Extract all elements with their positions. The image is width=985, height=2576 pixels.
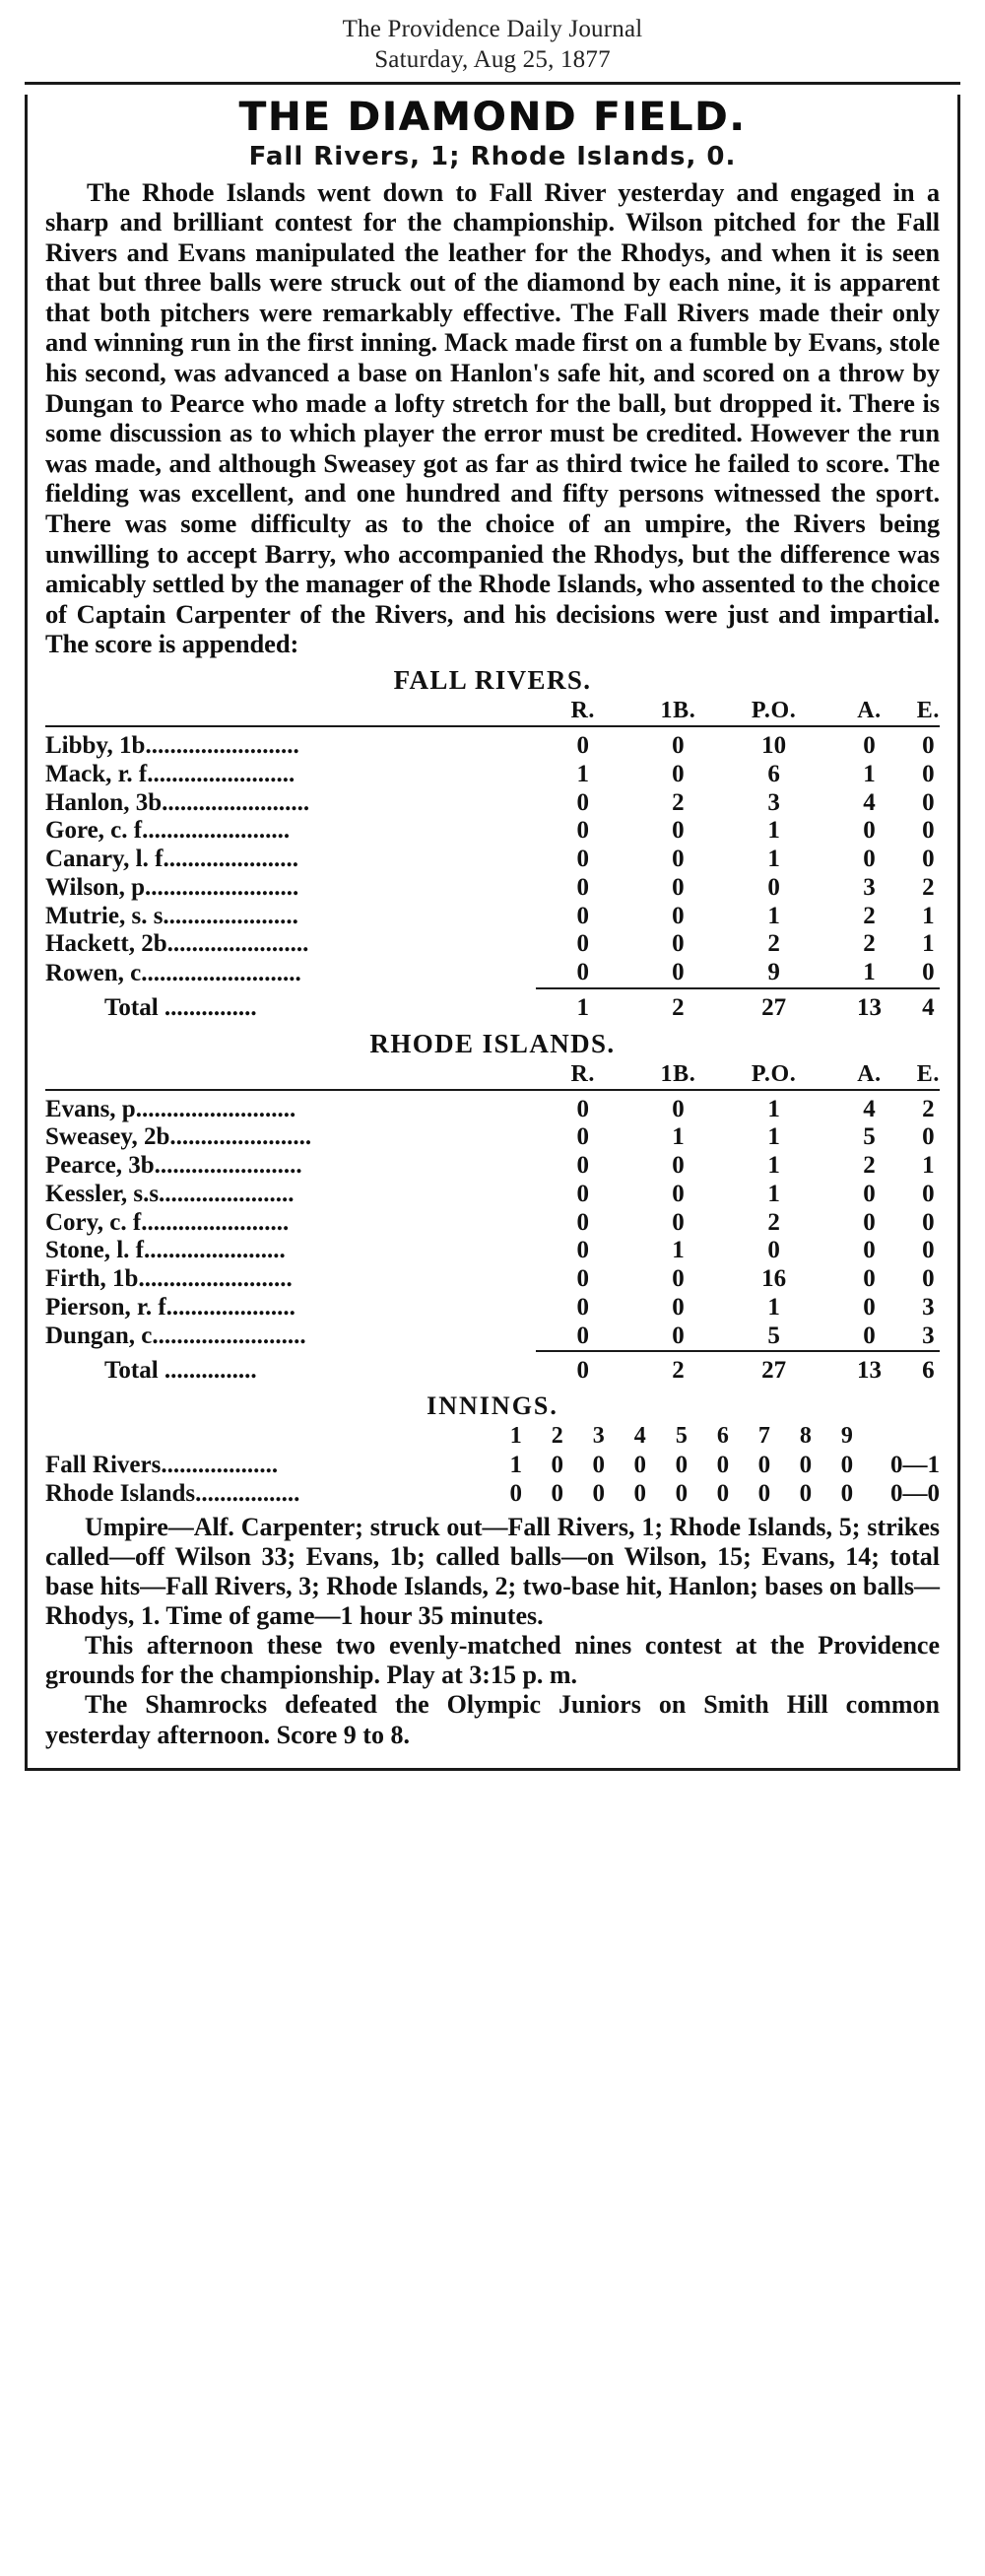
stat-cell: 4 (863, 1095, 876, 1122)
stat-cell: 1 (767, 1180, 780, 1207)
stat-cell: 10 (761, 732, 787, 759)
boxscore-column-header: P.O. (751, 698, 797, 723)
stat-cell: 0 (672, 1152, 685, 1179)
innings-table (45, 1421, 940, 1509)
stat-cell: 5 (767, 1322, 780, 1349)
stat-cell: 2 (767, 1208, 780, 1236)
stat-cell: 0 (672, 873, 685, 901)
inning-number: 1 (509, 1422, 522, 1449)
stat-cell: 1 (767, 1152, 780, 1179)
inning-score: 0 (633, 1480, 647, 1507)
stat-cell: 1 (922, 1152, 935, 1179)
inning-score: 1 (509, 1451, 522, 1478)
inning-score: 0 (757, 1480, 771, 1507)
player-name: Wilson, p......................... (45, 873, 299, 901)
stat-cell: 0 (576, 1123, 590, 1151)
total-label: Total ............... (104, 993, 257, 1021)
stat-cell: 2 (922, 873, 935, 901)
article-notes (45, 1513, 940, 1750)
stat-cell: 9 (767, 959, 780, 985)
stat-cell: 0 (576, 930, 589, 958)
inning-score: 0 (799, 1451, 813, 1478)
stat-cell: 0 (922, 1265, 935, 1292)
stat-cell: 0 (576, 1180, 590, 1207)
player-name: Sweasey, 2b....................... (45, 1123, 312, 1151)
stat-cell: 0 (922, 1123, 935, 1151)
stat-cell: 0 (922, 1237, 935, 1264)
stat-cell: 0 (672, 1180, 685, 1207)
player-name: Rowen, c.......................... (45, 959, 301, 986)
boxscore-column-header: A. (857, 698, 882, 723)
stat-cell: 1 (767, 1123, 780, 1151)
boxscore-table-1 (45, 1061, 940, 1387)
stat-cell: 2 (767, 930, 780, 958)
table-row (45, 959, 940, 988)
stat-cell: 0 (576, 788, 589, 816)
boxscore-column-header: A. (857, 1060, 882, 1087)
player-name: Pierson, r. f..................... (45, 1293, 296, 1321)
stat-cell: 0 (576, 846, 589, 872)
stat-cell: 6 (767, 760, 780, 787)
inning-score: 0 (675, 1451, 689, 1478)
inning-number: 3 (592, 1422, 605, 1449)
stat-cell: 0 (863, 1265, 876, 1292)
stat-cell: 3 (922, 1293, 935, 1321)
note-shamrocks: The Shamrocks defeated the Olympic Juniors on Smith Hill common yesterday afternoon. Score 9 to 8. (45, 1690, 940, 1749)
boxscore-column-header: R. (570, 698, 595, 723)
inning-score: 0 (592, 1480, 606, 1507)
stat-cell: 0 (672, 760, 685, 787)
stat-cell: 0 (576, 1095, 590, 1122)
stat-cell: 0 (767, 873, 780, 901)
boxscore-header-row (45, 698, 940, 726)
player-name: Evans, p.......................... (45, 1095, 296, 1122)
stat-cell: 0 (863, 1322, 876, 1349)
article-headline: THE DIAMOND FIELD. (238, 94, 747, 140)
stat-cell: 0 (672, 902, 685, 929)
column-bottom-rule (25, 1768, 960, 1771)
table-row (45, 1096, 940, 1124)
stat-cell: 0 (576, 817, 589, 845)
article-column (25, 95, 960, 1768)
stat-cell: 0 (672, 1293, 685, 1321)
stat-cell: 1 (767, 1293, 780, 1321)
boxscore-header-player (45, 1061, 536, 1090)
player-name: Mutrie, s. s...................... (45, 902, 298, 929)
player-name: Gore, c. f........................ (45, 817, 291, 845)
inning-score: 0 (675, 1480, 689, 1507)
article-subhead: Fall Rivers, 1; Rhode Islands, 0. (248, 141, 737, 171)
boxscore-column-header: E. (916, 698, 940, 723)
boxscore-column-header: E. (916, 1060, 940, 1087)
note-afternoon-game: This afternoon these two evenly-matched nines contest at the Providence grounds for the championship. Play at 3:15 p. m. (45, 1631, 940, 1690)
player-name: Cory, c. f........................ (45, 1208, 290, 1236)
stat-cell: 0 (576, 902, 589, 929)
stat-cell: 0 (767, 1237, 780, 1264)
stat-cell: 2 (863, 1152, 876, 1179)
stat-cell: 0 (863, 1237, 876, 1264)
inning-number: 7 (757, 1422, 770, 1449)
stat-cell: 0 (863, 846, 876, 872)
boxscore-total-row (45, 994, 940, 1023)
boxscore-table-0 (45, 698, 940, 1023)
boxscore-title-0: FALL RIVERS. (393, 665, 592, 695)
stat-cell: 1 (922, 902, 935, 929)
stat-cell: 0 (576, 1152, 590, 1179)
player-name: Hackett, 2b....................... (45, 930, 309, 958)
player-name: Mack, r. f........................ (45, 760, 296, 787)
stat-cell: 0 (922, 1180, 935, 1207)
player-name: Dungan, c......................... (45, 1322, 306, 1349)
stat-cell: 0 (576, 1293, 590, 1321)
stat-cell: 1 (767, 902, 780, 929)
stat-cell: 0 (922, 732, 935, 759)
stat-cell: 2 (672, 788, 685, 816)
table-row (45, 1209, 940, 1238)
player-name: Canary, l. f...................... (45, 846, 298, 872)
inning-score: 0 (840, 1451, 854, 1478)
stat-cell: 3 (767, 788, 780, 816)
table-row (45, 930, 940, 959)
inning-score: 0 (840, 1480, 854, 1507)
table-row (45, 1294, 940, 1322)
innings-team-name: Rhode Islands................. (45, 1480, 300, 1507)
stat-cell: 0 (863, 1208, 876, 1236)
stat-cell: 1 (767, 1095, 780, 1122)
inning-number: 9 (840, 1422, 853, 1449)
table-row (45, 1181, 940, 1209)
stat-cell: 0 (922, 846, 935, 872)
inning-number: 4 (633, 1422, 646, 1449)
innings-total: 0—0 (890, 1480, 940, 1507)
inning-score: 0 (592, 1451, 606, 1478)
stat-cell: 0 (672, 1208, 685, 1236)
stat-cell: 0 (576, 1322, 590, 1349)
total-cell: 0 (576, 1357, 590, 1385)
stat-cell: 0 (672, 959, 685, 985)
total-label: Total ............... (104, 1357, 257, 1385)
boxscore-column-header: P.O. (751, 1060, 797, 1087)
stat-cell: 0 (672, 817, 685, 845)
stat-cell: 0 (576, 1208, 590, 1236)
stat-cell: 4 (863, 788, 876, 816)
table-row (45, 874, 940, 903)
stat-cell: 1 (863, 760, 876, 787)
stat-cell: 2 (863, 930, 876, 958)
total-cell: 27 (761, 1357, 787, 1385)
innings-title: INNINGS. (427, 1391, 558, 1420)
player-name: Libby, 1b......................... (45, 732, 299, 759)
table-row (45, 1123, 940, 1152)
stat-cell: 1 (922, 930, 935, 958)
inning-score: 0 (716, 1451, 730, 1478)
table-row (45, 903, 940, 931)
boxscore-title-1: RHODE ISLANDS. (369, 1028, 616, 1058)
player-name: Firth, 1b......................... (45, 1265, 293, 1292)
stat-cell: 1 (767, 817, 780, 845)
player-name: Kessler, s.s...................... (45, 1180, 295, 1207)
stat-cell: 0 (922, 760, 935, 787)
table-row (45, 1152, 940, 1181)
total-cell: 6 (922, 1357, 935, 1385)
stat-cell: 0 (922, 817, 935, 845)
innings-team-name: Fall Rivers................... (45, 1451, 279, 1478)
innings-total: 0—1 (890, 1451, 940, 1478)
innings-header-row (45, 1421, 940, 1451)
stat-cell: 0 (672, 1265, 685, 1292)
player-name: Stone, l. f....................... (45, 1237, 286, 1264)
table-row (45, 817, 940, 846)
stat-cell: 0 (922, 788, 935, 816)
stat-cell: 3 (922, 1322, 935, 1349)
boxscore-column-header: R. (570, 1060, 596, 1087)
inning-score: 0 (633, 1451, 647, 1478)
boxscore-header-player (45, 698, 536, 726)
table-row (45, 846, 940, 874)
player-name: Pearce, 3b........................ (45, 1152, 302, 1179)
stat-cell: 0 (672, 930, 685, 958)
stat-cell: 5 (863, 1123, 876, 1151)
innings-row (45, 1451, 940, 1480)
table-row (45, 1265, 940, 1294)
stat-cell: 1 (767, 846, 780, 872)
inning-score: 0 (799, 1480, 813, 1507)
stat-cell: 1 (863, 959, 876, 985)
inning-number: 5 (675, 1422, 688, 1449)
stat-cell: 0 (576, 732, 589, 759)
column-top-rule (25, 82, 960, 85)
stat-cell: 0 (672, 1095, 685, 1122)
article-body (45, 177, 940, 660)
stat-cell: 0 (863, 1180, 876, 1207)
innings-row (45, 1479, 940, 1509)
inning-number: 6 (716, 1422, 729, 1449)
stat-cell: 0 (863, 1293, 876, 1321)
boxscore-header-row (45, 1061, 940, 1090)
table-row (45, 789, 940, 818)
article-lead-paragraph: The Rhode Islands went down to Fall River yesterday and engaged in a sharp and brilliant contest for the championship. Wilson pitched for the Fall Rivers and Evans manipulated the leather for the Rhodys, and when it is seen that but three balls were struck out of the diamond by each nine, it is apparent that both pitchers were remarkably effective. The Fall Rivers made their only and winning run in the first inning. Mack made first on a fumble by Evans, stole his second, was advanced a base on Hanlon's safe hit, and scored on a throw by Dungan to Pearce who made a lofty stretch for the ball, but dropped it. There is some discussion as to which player the error must be credited. However the run was made, and although Sweasey got as far as third twice he failed to score. The fielding was excellent, and one hundred and fifty persons witnessed the sport. There was some difficulty as to the choice of an umpire, the Rivers being unwilling to accept Barry, who accompanied the Rhodys, but the difference was amicably settled by the manager of the Rhode Islands, who assented to the choice of Captain Carpenter of the Rivers, and his decisions were just and impartial. The score is appended: (45, 176, 940, 659)
total-cell: 2 (672, 1357, 685, 1385)
stat-cell: 0 (576, 1265, 590, 1292)
stat-cell: 0 (576, 1237, 590, 1264)
table-row (45, 1322, 940, 1352)
stat-cell: 1 (672, 1237, 685, 1264)
note-umpire: Umpire—Alf. Carpenter; struck out—Fall Rivers, 1; Rhode Islands, 5; strikes called—off Wilson 33; Evans, 1b; called balls—on Wilson, 15; Evans, 14; total base hits—Fall Rivers, 3; Rhode Islands, 2; two-base hit, Hanlon; bases on balls—Rhodys, 1. Time of game—1 hour 35 minutes. (45, 1512, 940, 1630)
stat-cell: 0 (863, 817, 876, 845)
stat-cell: 0 (863, 732, 876, 759)
table-row (45, 732, 940, 761)
total-cell: 13 (857, 1357, 883, 1385)
stat-cell: 0 (672, 846, 685, 872)
inning-score: 0 (509, 1480, 522, 1507)
stat-cell: 0 (672, 732, 685, 759)
total-cell: 2 (672, 993, 685, 1021)
stat-cell: 0 (576, 959, 589, 985)
stat-cell: 0 (922, 959, 935, 985)
inning-score: 0 (551, 1451, 564, 1478)
stat-cell: 1 (672, 1123, 685, 1151)
publication-date: Saturday, Aug 25, 1877 (374, 46, 611, 74)
publication-title: The Providence Daily Journal (342, 16, 643, 42)
total-cell: 4 (922, 993, 935, 1021)
stat-cell: 2 (863, 902, 876, 929)
stat-cell: 0 (576, 873, 589, 901)
inning-score: 0 (716, 1480, 730, 1507)
inning-score: 0 (551, 1480, 564, 1507)
stat-cell: 3 (863, 873, 876, 901)
stat-cell: 0 (672, 1322, 685, 1349)
stat-cell: 0 (922, 1208, 935, 1236)
player-name: Hanlon, 3b........................ (45, 788, 310, 816)
stat-cell: 16 (761, 1265, 787, 1292)
stat-cell: 2 (922, 1095, 935, 1122)
total-cell: 1 (576, 993, 589, 1021)
table-row (45, 761, 940, 789)
inning-score: 0 (757, 1451, 771, 1478)
boxscore-total-row (45, 1357, 940, 1386)
table-row (45, 1237, 940, 1265)
masthead (0, 14, 985, 76)
total-cell: 27 (761, 993, 787, 1021)
boxscore-column-header: 1B. (660, 698, 696, 723)
total-cell: 13 (857, 993, 883, 1021)
boxscore-column-header: 1B. (660, 1060, 696, 1087)
inning-number: 2 (551, 1422, 563, 1449)
inning-number: 8 (799, 1422, 812, 1449)
stat-cell: 1 (576, 760, 589, 787)
